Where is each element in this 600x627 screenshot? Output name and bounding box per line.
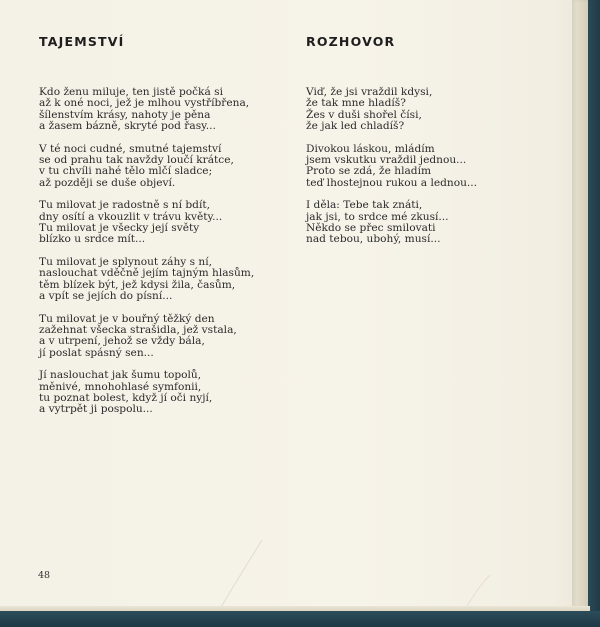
verse-line: Kdo ženu miluje, ten jistě počká si	[39, 86, 223, 98]
verse-line: zažehnat všecka strašidla, jež vstala,	[39, 324, 237, 337]
verse-line: Někdo se přec smilovati	[306, 221, 436, 234]
verse-line: Žes v duši shořel čísi,	[306, 108, 422, 121]
verse-line: se od prahu tak navždy loučí krátce,	[39, 153, 234, 166]
verse-line: v tu chvíli nahé tělo mlčí sladce;	[39, 165, 213, 178]
poem-title: ROZHOVOR	[306, 34, 396, 49]
verse-line: jí poslat spásný sen...	[39, 346, 154, 359]
book-cover-bottom	[0, 611, 600, 627]
book-cover-edge	[588, 0, 600, 627]
verse-line: měnivé, mnohohlasé symfonii,	[39, 380, 202, 393]
verse-line: jsem vskutku vraždil jednou...	[306, 153, 467, 166]
verse-line: blízko u srdce mít...	[39, 233, 146, 246]
verse-line: a vytrpět ji pospolu...	[39, 403, 153, 416]
verse-line: šílenstvím krásy, nahoty je pěna	[39, 108, 211, 121]
verse-line: a vpít se jejích do písní...	[39, 289, 173, 302]
stanza	[306, 200, 566, 245]
verse-line: Tu milovat je radostně s ní bdít,	[39, 199, 210, 212]
poem-rozhovor	[306, 35, 566, 257]
verse-line: Viď, že jsi vraždil kdysi,	[306, 86, 433, 98]
verse-line: tu poznat bolest, když jí oči nyjí,	[39, 392, 213, 405]
verse-line: až k oné noci, jež je mlhou vystříbřena,	[39, 97, 250, 110]
verse-line: těm blízek být, jež kdysi žila, časům,	[39, 278, 236, 291]
verse-line: a v utrpení, jehož se vždy bála,	[39, 335, 205, 348]
verse-line: že jak led chladíš?	[306, 119, 405, 132]
stanza	[306, 87, 566, 132]
verse-line: naslouchat vděčně jejím tajným hlasům,	[39, 267, 255, 280]
verse-line: Divokou láskou, mládím	[306, 142, 435, 155]
page-number: 48	[38, 570, 51, 581]
verse-line: Proto se zdá, že hladím	[306, 165, 432, 178]
stanza	[39, 87, 289, 132]
verse-line: Tu milovat je v bouřný těžký den	[39, 312, 215, 325]
verse-line: Jí naslouchat jak šumu topolů,	[39, 369, 202, 382]
verse-line: Tu milovat je všecky její světy	[39, 221, 200, 234]
stanza	[39, 144, 289, 189]
verse-line: teď lhostejnou rukou a lednou...	[306, 176, 478, 189]
verse-line: a žasem bázně, skryté pod řasy...	[39, 119, 216, 132]
verse-line: jak jsi, to srdce mé zkusí...	[306, 210, 449, 223]
verse-line: V té noci cudné, smutné tajemství	[39, 142, 222, 155]
verse-line: dny osítí a vkouzlit v trávu květy...	[39, 210, 223, 223]
stanza	[39, 200, 289, 245]
verse-line: nad tebou, ubohý, musí...	[306, 233, 441, 246]
stanza	[39, 370, 289, 415]
verse-line: Tu milovat je splynout záhy s ní,	[39, 256, 212, 269]
poem-tajemstvi	[39, 35, 289, 427]
verse-line: že tak mne hladíš?	[306, 97, 406, 110]
verse-line: I děla: Tebe tak znáti,	[306, 199, 423, 212]
stanza	[39, 314, 289, 359]
poem-title: TAJEMSTVÍ	[39, 34, 125, 49]
stanza	[306, 144, 566, 189]
stanza	[39, 257, 289, 302]
verse-line: až později se duše objeví.	[39, 176, 176, 189]
